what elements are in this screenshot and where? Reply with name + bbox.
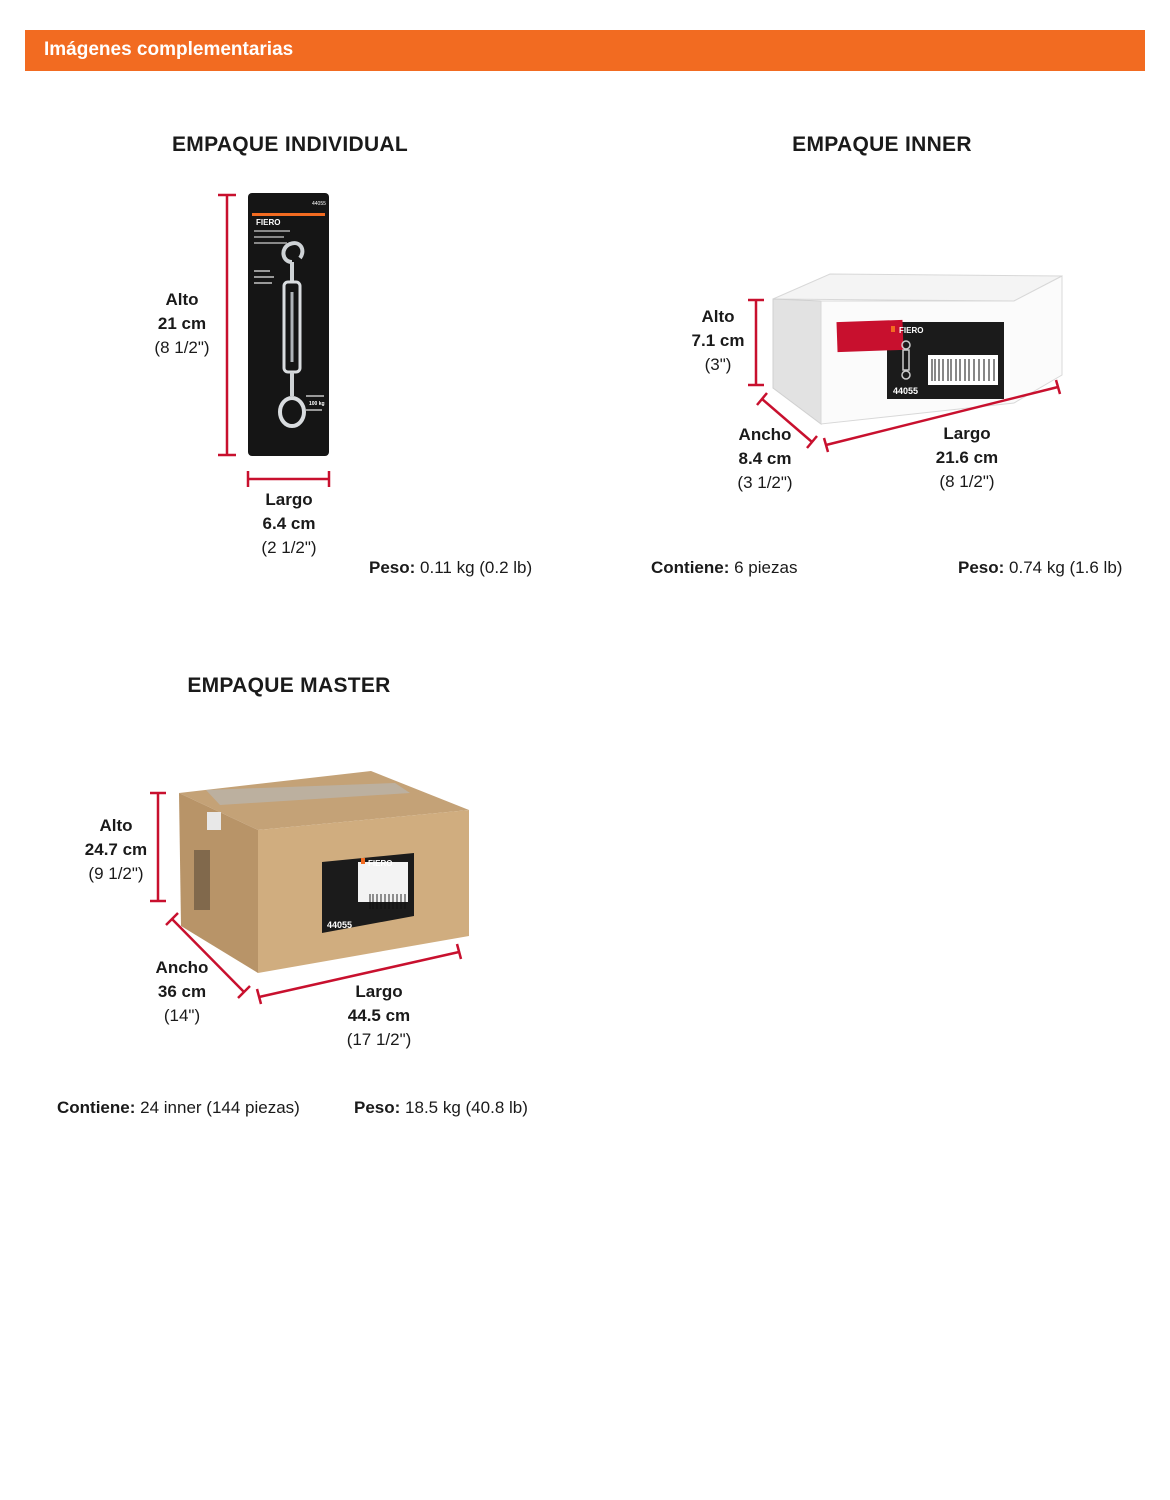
master-largo-dimension — [334, 980, 424, 1052]
master-alto-dimension — [74, 814, 158, 886]
contiene-value: 6 piezas — [734, 558, 798, 577]
dimension-metric: 36 cm — [157, 982, 207, 1001]
individual-section-title: EMPAQUE INDIVIDUAL — [171, 133, 409, 156]
inner-alto-dimension — [680, 305, 756, 377]
dimension-metric: 44.5 cm — [347, 1006, 411, 1025]
master-section-title: EMPAQUE MASTER — [187, 674, 391, 697]
svg-text:100 kg: 100 kg — [309, 401, 325, 407]
dimension-label: Largo — [355, 982, 403, 1001]
contiene-value: 24 inner (144 piezas) — [140, 1098, 300, 1117]
inner-package-image — [773, 274, 1062, 424]
individual-peso — [369, 558, 532, 578]
dimension-imperial: (14") — [163, 1006, 201, 1025]
svg-text:FIERO: FIERO — [368, 859, 393, 868]
peso-label: Peso: — [354, 1098, 401, 1117]
svg-text:44055: 44055 — [312, 201, 326, 207]
individual-largo-dimension — [236, 488, 342, 560]
dimension-metric: 21 cm — [157, 314, 207, 333]
section-header-title: Imágenes complementarias — [44, 39, 294, 60]
inner-ancho-dimension — [722, 423, 808, 495]
dimension-imperial: (3") — [704, 355, 732, 374]
master-contiene — [57, 1098, 300, 1118]
inner-contiene — [651, 558, 797, 578]
dimension-metric: 21.6 cm — [935, 448, 999, 467]
inner-section-title: EMPAQUE INNER — [792, 133, 972, 156]
master-package-image — [179, 771, 469, 973]
peso-label: Peso: — [958, 558, 1005, 577]
dimension-label: Largo — [943, 424, 991, 443]
peso-value: 0.74 kg (1.6 lb) — [1009, 558, 1123, 577]
svg-text:44055: 44055 — [327, 920, 353, 930]
inner-peso — [958, 558, 1122, 578]
dimension-imperial: (9 1/2") — [88, 864, 144, 883]
peso-value: 18.5 kg (40.8 lb) — [405, 1098, 528, 1117]
dimension-metric: 8.4 cm — [738, 449, 792, 468]
individual-alto-dimension — [130, 288, 234, 360]
contiene-label: Contiene: — [651, 558, 730, 577]
dimension-metric: 6.4 cm — [262, 514, 316, 533]
inner-largo-dimension — [922, 422, 1012, 494]
dimension-label: Alto — [99, 816, 133, 835]
dimension-metric: 24.7 cm — [84, 840, 148, 859]
master-ancho-dimension — [140, 956, 224, 1028]
dimension-imperial: (8 1/2") — [939, 472, 995, 491]
dimension-label: Largo — [265, 490, 313, 509]
dimension-label: Ancho — [738, 425, 792, 444]
master-peso — [354, 1098, 528, 1118]
peso-label: Peso: — [369, 558, 416, 577]
contiene-label: Contiene: — [57, 1098, 136, 1117]
individual-package-image — [248, 193, 329, 456]
dimension-metric: 7.1 cm — [691, 331, 745, 350]
svg-text:FIERO: FIERO — [899, 326, 924, 335]
dimension-imperial: (8 1/2") — [154, 338, 210, 357]
dimension-imperial: (2 1/2") — [261, 538, 317, 557]
dimension-label: Alto — [701, 307, 735, 326]
svg-text:44055: 44055 — [893, 386, 919, 396]
dimension-imperial: (17 1/2") — [346, 1030, 412, 1049]
dimension-label: Ancho — [155, 958, 209, 977]
svg-text:FIERO: FIERO — [256, 218, 281, 227]
peso-value: 0.11 kg (0.2 lb) — [420, 558, 533, 577]
dimension-label: Alto — [165, 290, 199, 309]
dimension-imperial: (3 1/2") — [737, 473, 793, 492]
